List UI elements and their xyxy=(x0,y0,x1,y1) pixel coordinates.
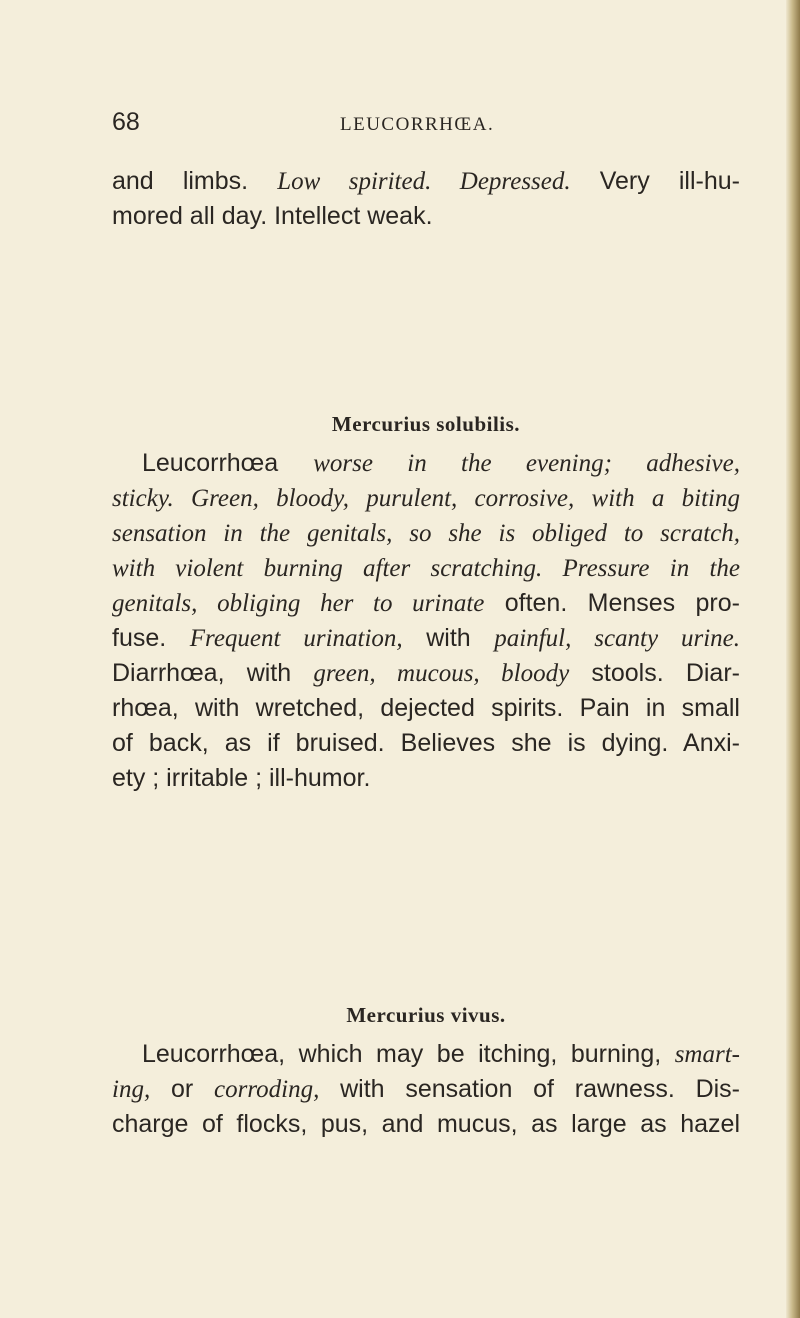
roman-text: charge of flocks, pus, and mucus, as large as hazel xyxy=(112,1110,740,1138)
italic-text: ing, xyxy=(112,1076,151,1103)
roman-text: rhœa, with wretched, dejected spirits. Pain in small xyxy=(112,694,740,722)
mercurius-vivus-paragraph xyxy=(112,1037,740,1142)
running-head: LEUCORRHŒA. xyxy=(340,114,495,135)
roman-text: and limbs. xyxy=(112,167,278,195)
italic-text: sticky. Green, bloody, purulent, corrosive, with a biting xyxy=(112,485,740,512)
italic-text: green, mucous, bloody xyxy=(313,660,570,687)
text-line xyxy=(112,481,740,516)
section-heading-mercurius-vivus: Mercurius vivus. xyxy=(346,1003,506,1027)
italic-text: Low spirited. Depressed. xyxy=(277,168,571,195)
roman-text: Diarrhœa, with xyxy=(112,659,314,687)
text-line xyxy=(112,164,740,199)
italic-text: painful, scanty urine. xyxy=(494,625,740,652)
roman-text: Leucorrhœa, which may be itching, burning, xyxy=(142,1040,675,1068)
text-line xyxy=(112,1072,740,1107)
italic-text: worse in the evening; adhesive, xyxy=(313,450,740,477)
text-line xyxy=(112,199,740,234)
opening-paragraph xyxy=(112,164,740,234)
italic-text: genitals, obliging her to urinate xyxy=(112,590,485,617)
page-number: 68 xyxy=(112,108,140,136)
text-line xyxy=(112,446,740,481)
italic-text: corroding, xyxy=(214,1076,320,1103)
text-line xyxy=(112,586,740,621)
text-line xyxy=(112,621,740,656)
italic-text: with violent burning after scratching. Pressure in the xyxy=(112,555,740,582)
page-header xyxy=(112,108,732,148)
roman-text: Very ill-hu- xyxy=(570,167,740,195)
italic-text: sensation in the genitals, so she is obliged to scratch, xyxy=(112,520,740,547)
roman-text: often. Menses pro- xyxy=(484,589,740,617)
text-line xyxy=(112,656,740,691)
italic-text: Frequent urination, xyxy=(189,625,403,652)
roman-text: mored all day. Intellect weak. xyxy=(112,202,433,230)
roman-text: Leucorrhœa xyxy=(142,449,314,477)
text-line xyxy=(112,726,740,761)
text-line xyxy=(112,1037,740,1072)
italic-text: smart- xyxy=(674,1041,740,1068)
text-line xyxy=(112,691,740,726)
text-line xyxy=(112,761,740,796)
section-heading-mercurius-solubilis: Mercurius solubilis. xyxy=(331,412,521,436)
roman-text: with xyxy=(402,624,495,652)
roman-text: stools. Diar- xyxy=(569,659,740,687)
roman-text: or xyxy=(150,1075,214,1103)
roman-text: of back, as if bruised. Believes she is dying. Anxi- xyxy=(112,729,740,757)
roman-text: ety ; irritable ; ill-humor. xyxy=(112,764,371,792)
mercurius-solubilis-paragraph xyxy=(112,446,740,796)
roman-text: fuse. xyxy=(112,624,190,652)
text-line xyxy=(112,1107,740,1142)
text-line xyxy=(112,516,740,551)
page-edge xyxy=(786,0,800,1318)
roman-text: with sensation of rawness. Dis- xyxy=(319,1075,741,1103)
text-line xyxy=(112,551,740,586)
